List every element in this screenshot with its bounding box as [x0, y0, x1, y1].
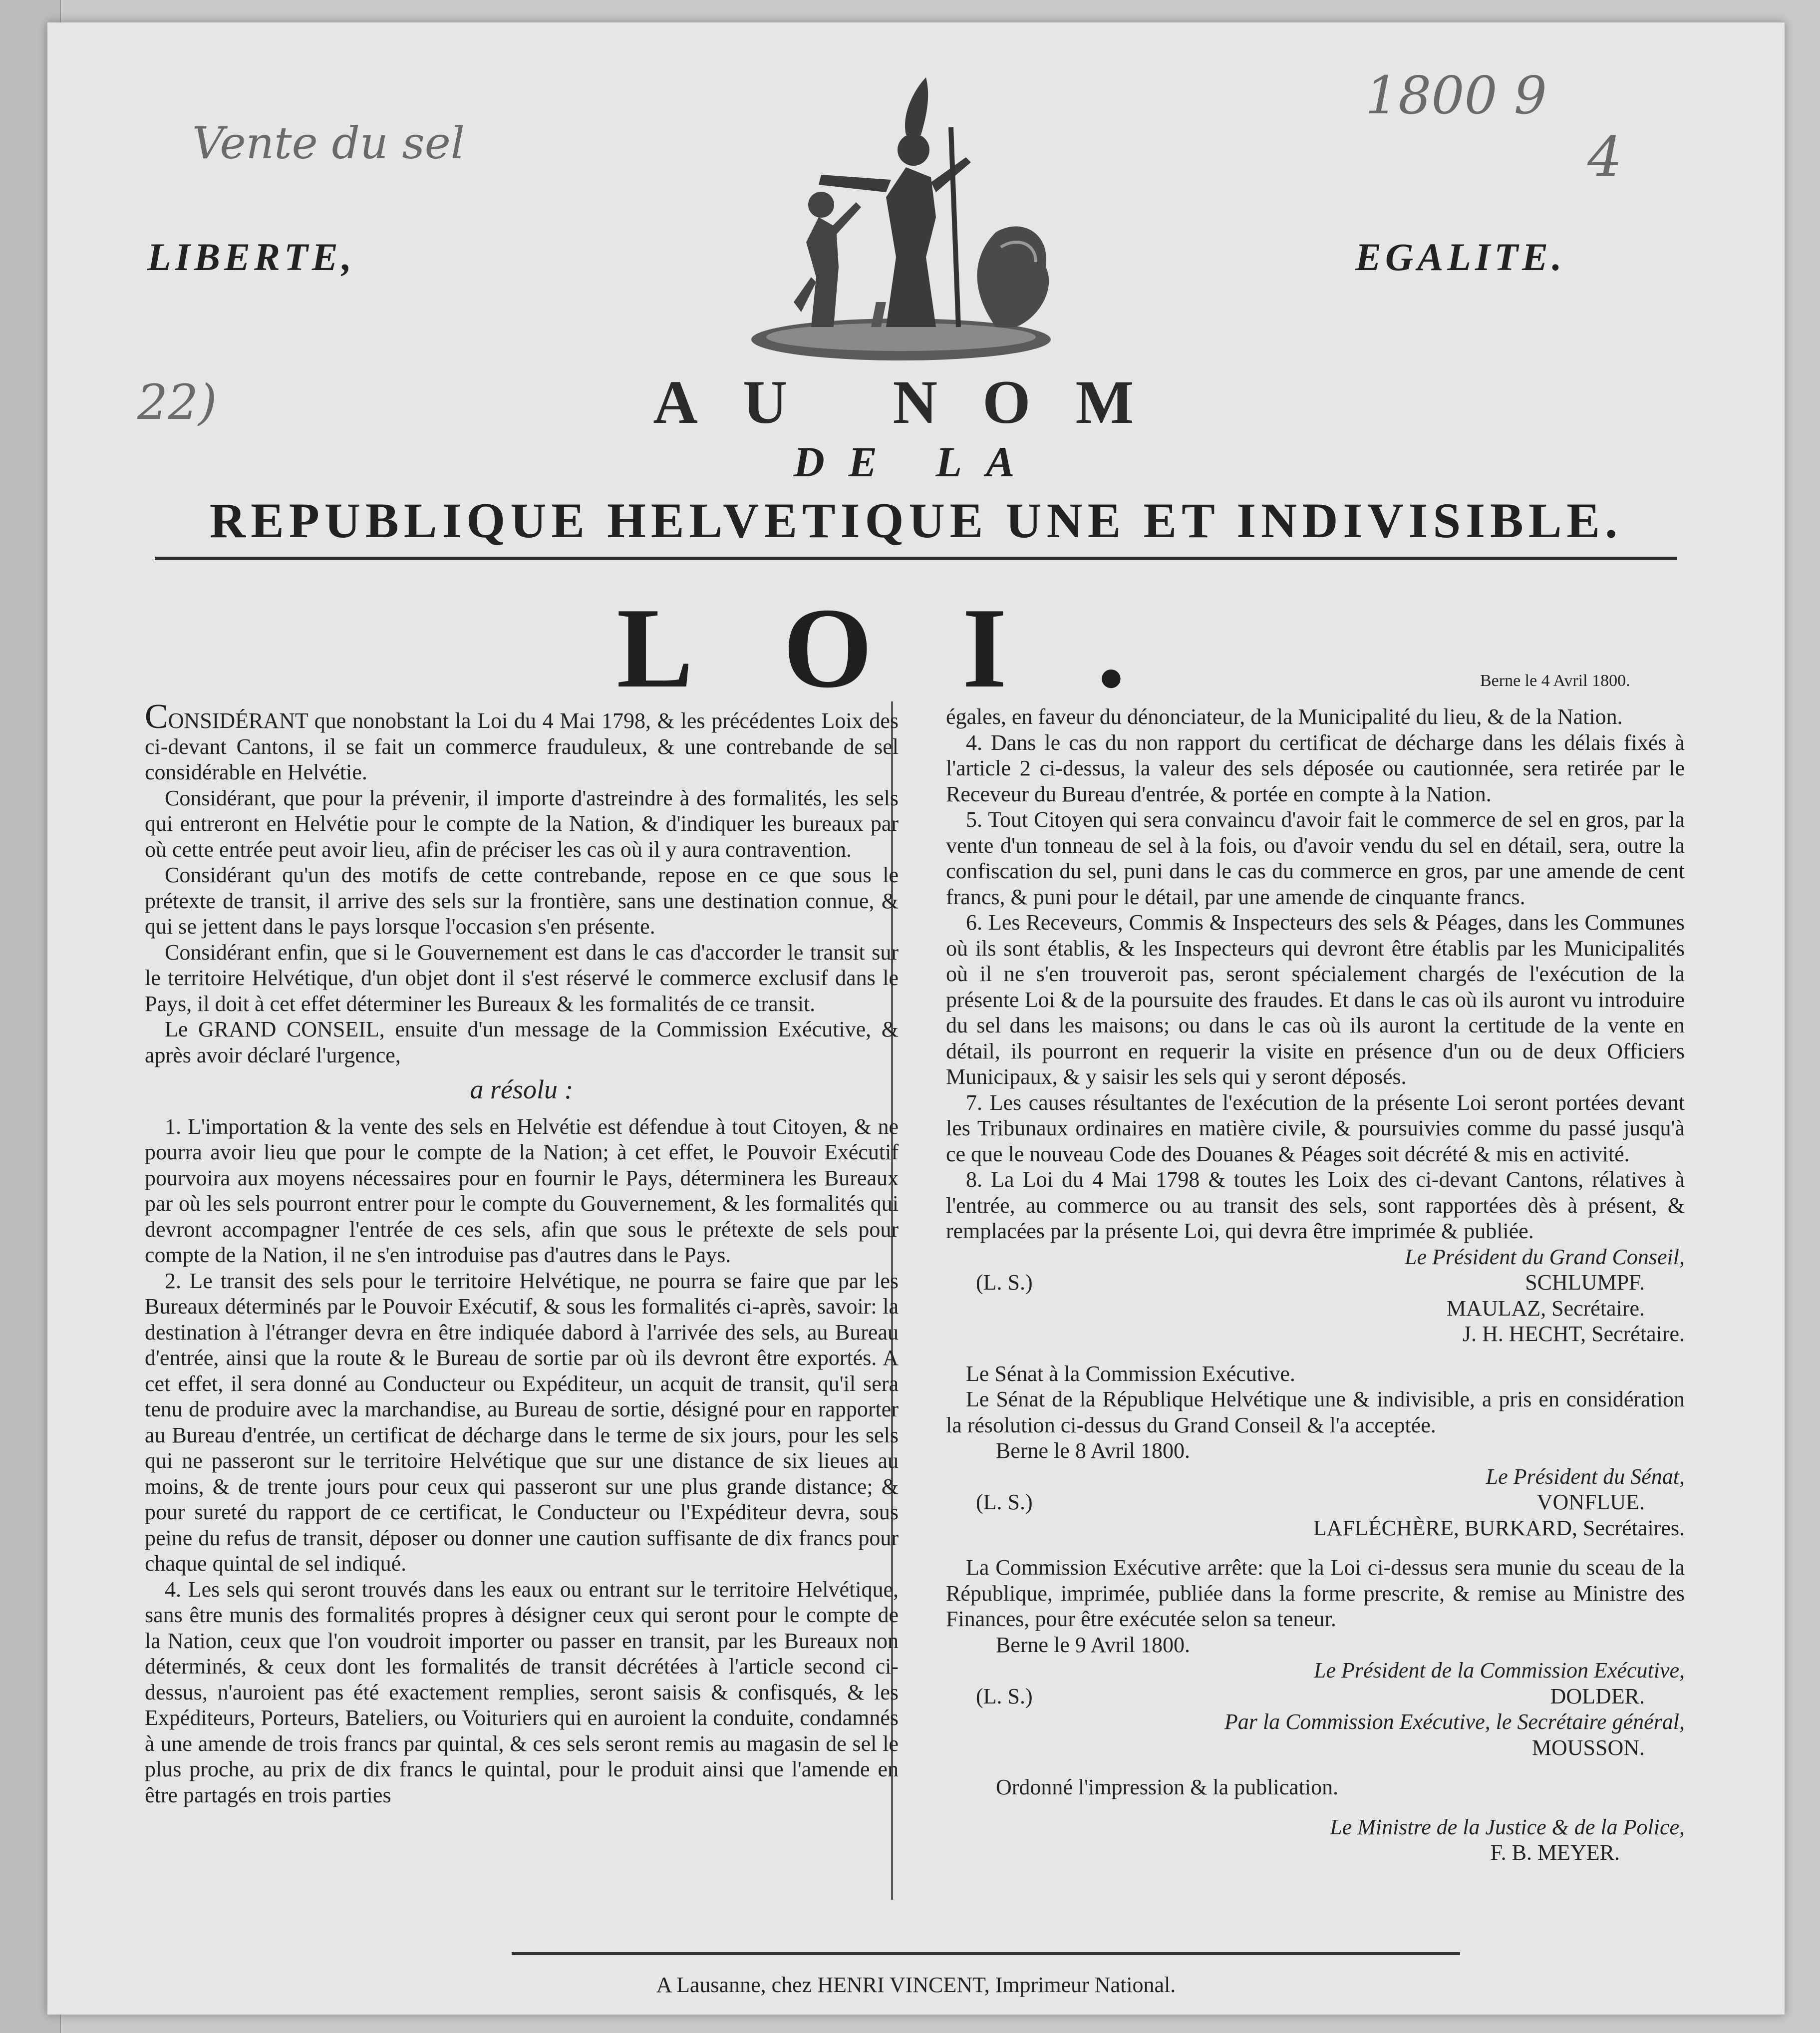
article-3: 4. Les sels qui seront trouvés dans les eaux ou entrant sur le territoire Helvétique, sans être munis des formalités propres à désigner ceux qui seront pour le compte de la Nation, ceux que l'on voudroit importer ou passer en transit, par les Bureaux non déterminés, & ceux dont les formalités de transit décrétées à l'article second ci-dessus, n'auroient pas été exactement remplies, seront saisis & confisqués, & les Expéditeurs, Porteurs, Bateliers, ou Voituriers qui en auroient la conduite, condamnés à une amende de trois francs par quintal, & ces sels seront remis au magasin de sel le plus proche, au prix de dix francs le quintal, pour le produit ainsi que l'amende en être partagés en trois parties — [145, 1577, 899, 1807]
heading-loi: LOI. — [616, 584, 1215, 711]
article-1: 1. L'importation & la vente des sels en Helvétie est défendue à tout Citoyen, & ne pourra avoir lieu que pour le compte de la Nation; à cet effet, le Pouvoir Exécutif pourvoira aux moyens nécessaires pour en fournir le Pays, déterminera les Bureaux par où les sels pourront entrer pour le compte du Gouvernement, & les formalités qui devront accompagner l'entrée de ces sels, afin que sous le prétexte de sels pour compte de la Nation, il ne s'en introduise pas d'autres dans le Pays. — [145, 1114, 899, 1267]
commission-decree: La Commission Exécutive arrête: que la Loi ci-dessus sera munie du sceau de la République, imprimée, publiée dans la forme prescrite, & remise au Ministre des Finances, pour être exécutée selon sa teneur. — [946, 1555, 1685, 1631]
preamble-paragraph-5: Le GRAND CONSEIL, ensuite d'un message de la Commission Exécutive, & après avoir déclaré l'urgence, — [145, 1017, 899, 1067]
signature-secretary-1: MAULAZ, Secrétaire. — [1446, 1296, 1645, 1321]
signature-grand-conseil-title: Le Président du Grand Conseil, — [1405, 1244, 1685, 1269]
signature-block-commission — [946, 1684, 1685, 1709]
article-5: 5. Tout Citoyen qui sera convaincu d'avoir fait le commerce de sel en gros, par la vente d'un tonneau de sel à la fois, ou d'avoir vendu du sel en détail, sera, outre la confiscation du sel, puni dans le cas du commerce en gros, par une amende de cent francs, & puni pour le détail, par une amende de cinquante francs. — [946, 807, 1685, 909]
signature-ministre-title: Le Ministre de la Justice & de la Police, — [1330, 1814, 1685, 1839]
commission-date: Berne le 9 Avril 1800. — [996, 1632, 1190, 1657]
signature-block-senat — [946, 1489, 1685, 1515]
handwritten-number: 22) — [137, 374, 217, 430]
signature-name-schlumpf: SCHLUMPF. — [1525, 1270, 1645, 1295]
motto-liberte: LIBERTE, — [147, 235, 356, 279]
article-6: 6. Les Receveurs, Commis & Inspecteurs des sels & Péages, dans les Communes où ils sont établis, & les Inspecteurs qui devront être établis par les Municipalités où il ne s'en trouveroit pas, seront spécialement chargés de l'exécution de la présente Loi & de la poursuite des fraudes. Et dans le cas où ils auront vu introduire du sel dans les maisons; ou dans le cas où ils auront la certitude de la vente en détail, ils pourront en requerir la visite en présence d'un ou de deux Officiers Municipaux, & y saisir les sels qui y seront déposés. — [946, 910, 1685, 1089]
left-column — [145, 697, 899, 1808]
resolu-heading: a résolu : — [470, 1074, 574, 1104]
preamble-text-1: ONSIDÉRANT que nonobstant la Loi du 4 Mai 1798, & les précédentes Loix des ci-devant Cantons, il se fait un commerce frauduleux, & une contrebande de sel considérable en Helvétie. — [145, 708, 899, 784]
signature-commission-title: Le Président de la Commission Exécutive, — [1314, 1658, 1685, 1683]
senat-text: Le Sénat de la République Helvétique une & indivisible, a pris en considération la résolution ci-dessus du Grand Conseil & l'a acceptée. — [946, 1387, 1685, 1437]
senat-date: Berne le 8 Avril 1800. — [996, 1438, 1190, 1463]
preamble-paragraph-4: Considérant enfin, que si le Gouvernement est dans le cas d'accorder le transit sur le territoire Helvétique, d'un objet dont il s'est réservé le commerce exclusif dans le Pays, il doit à cet effet déterminer les Bureaux & les formalités de ce transit. — [145, 940, 899, 1016]
handwritten-note-top-left: Vente du sel — [192, 117, 465, 169]
article-7: 7. Les causes résultantes de l'exécution de la présente Loi seront portées devant les Tribunaux ordinaires en matière civile, & poursuivies comme du passé jusqu'à ce que le nouveau Code des Douanes & Péages soit décrété & mis en activité. — [946, 1090, 1685, 1166]
article-8: 8. La Loi du 4 Mai 1798 & toutes les Loix des ci-devant Cantons, rélatives à l'entrée, au commerce ou au transit des sels, sont rapportées dès à présent, & remplacées par la présente Loi, qui devra être imprimée & publiée. — [946, 1167, 1685, 1243]
signature-commission-par: Par la Commission Exécutive, le Secrétaire général, — [1224, 1709, 1685, 1734]
signature-secretary-2: J. H. HECHT, Secrétaire. — [1462, 1322, 1685, 1346]
heading-republique: REPUBLIQUE HELVETIQUE UNE ET INDIVISIBLE. — [209, 493, 1623, 548]
seal-mark: (L. S.) — [976, 1270, 1033, 1295]
heading-de-la: DE LA — [793, 438, 1039, 486]
article-3-continued: égales, en faveur du dénonciateur, de la Municipalité du lieu, & de la Nation. — [946, 704, 1623, 729]
printer-imprint: A Lausanne, chez HENRI VINCENT, Imprimeur National. — [656, 1973, 1176, 1997]
initial-letter: C — [145, 697, 168, 736]
preamble-paragraph-2: Considérant, que pour la prévenir, il importe d'astreindre à des formalités, les sels qui entreront en Helvétie pour le compte de la Nation, & d'indiquer les bureaux par où cette entrée peut avoir lieu, afin de préciser les cas où il y aura contravention. — [145, 785, 899, 862]
heading-au-nom: AU NOM — [653, 368, 1179, 436]
signature-name-mousson: MOUSSON. — [1531, 1735, 1645, 1760]
dateline: Berne le 4 Avril 1800. — [1480, 672, 1630, 690]
signature-senat-secretaries: LAFLÉCHÈRE, BURKARD, Secrétaires. — [1313, 1515, 1685, 1540]
right-column — [946, 704, 1685, 1866]
signature-name-meyer: F. B. MEYER. — [1490, 1840, 1620, 1865]
article-4: 4. Dans le cas du non rapport du certificat de décharge dans les délais fixés à l'article 2 ci-dessus, la valeur des sels déposée ou cautionnée, sera retirée par le Receveur du Bureau d'entrée, & portée en compte à la Nation. — [946, 730, 1685, 806]
article-2: 2. Le transit des sels pour le territoire Helvétique, ne pourra se faire que par les Bureaux déterminés par le Pouvoir Exécutif, & sous les formalités ci-après, savoir: la destination à l'étranger devra en être indiquée dabord à l'arrivée des sels, au Bureau d'entrée, ainsi que la route & le Bureau de sortie par où ils devront être exportés. A cet effet, il sera donné au Conducteur ou Expéditeur, un acquit de transit, qu'il sera tenu de produire avec la marchandise, au Bureau de sortie, désigné pour en rapporter au Bureau d'entrée, un certificat de décharge dans le terme de six jours, pour les sels qui ne passeront sur le territoire Helvétique que sur une distance de six lieues au moins, & de trente jours pour ceux qui passeront sur une plus grande distance; & pour sureté du rapport de ce certificat, le Conducteur ou l'Expéditeur devra, sous peine du refus de transit, déposer ou donner une caution suffisante de dix francs pour chaque quintal de sel indiqué. — [145, 1268, 899, 1576]
republic-emblem-woodcut — [736, 67, 1066, 367]
document-sheet — [47, 22, 1785, 2015]
signature-name-vonflue: VONFLUE. — [1536, 1490, 1645, 1514]
ordonne-line: Ordonné l'impression & la publication. — [996, 1775, 1339, 1799]
seal-mark: (L. S.) — [976, 1490, 1033, 1514]
signature-senat-title: Le Président du Sénat, — [1486, 1464, 1685, 1489]
seal-mark: (L. S.) — [976, 1684, 1033, 1708]
signature-block-grand-conseil — [946, 1270, 1685, 1296]
preamble-paragraph-3: Considérant qu'un des motifs de cette contrebande, repose en ce que sous le prétexte de transit, il arrive des sels sur la frontière, sans une destination connue, & qui se jettent dans le pays lorsque l'occasion s'en présente. — [145, 863, 899, 939]
signature-name-dolder: DOLDER. — [1550, 1684, 1645, 1708]
header-rule — [155, 557, 1677, 560]
handwritten-reference: 1800 9 — [1365, 65, 1547, 126]
motto-egalite: EGALITE. — [1355, 235, 1566, 279]
footer-rule — [512, 1952, 1460, 1955]
preamble-paragraph-1 — [145, 697, 899, 785]
senat-heading: Le Sénat à la Commission Exécutive. — [966, 1361, 1295, 1386]
handwritten-fraction: 4 — [1587, 125, 1622, 189]
